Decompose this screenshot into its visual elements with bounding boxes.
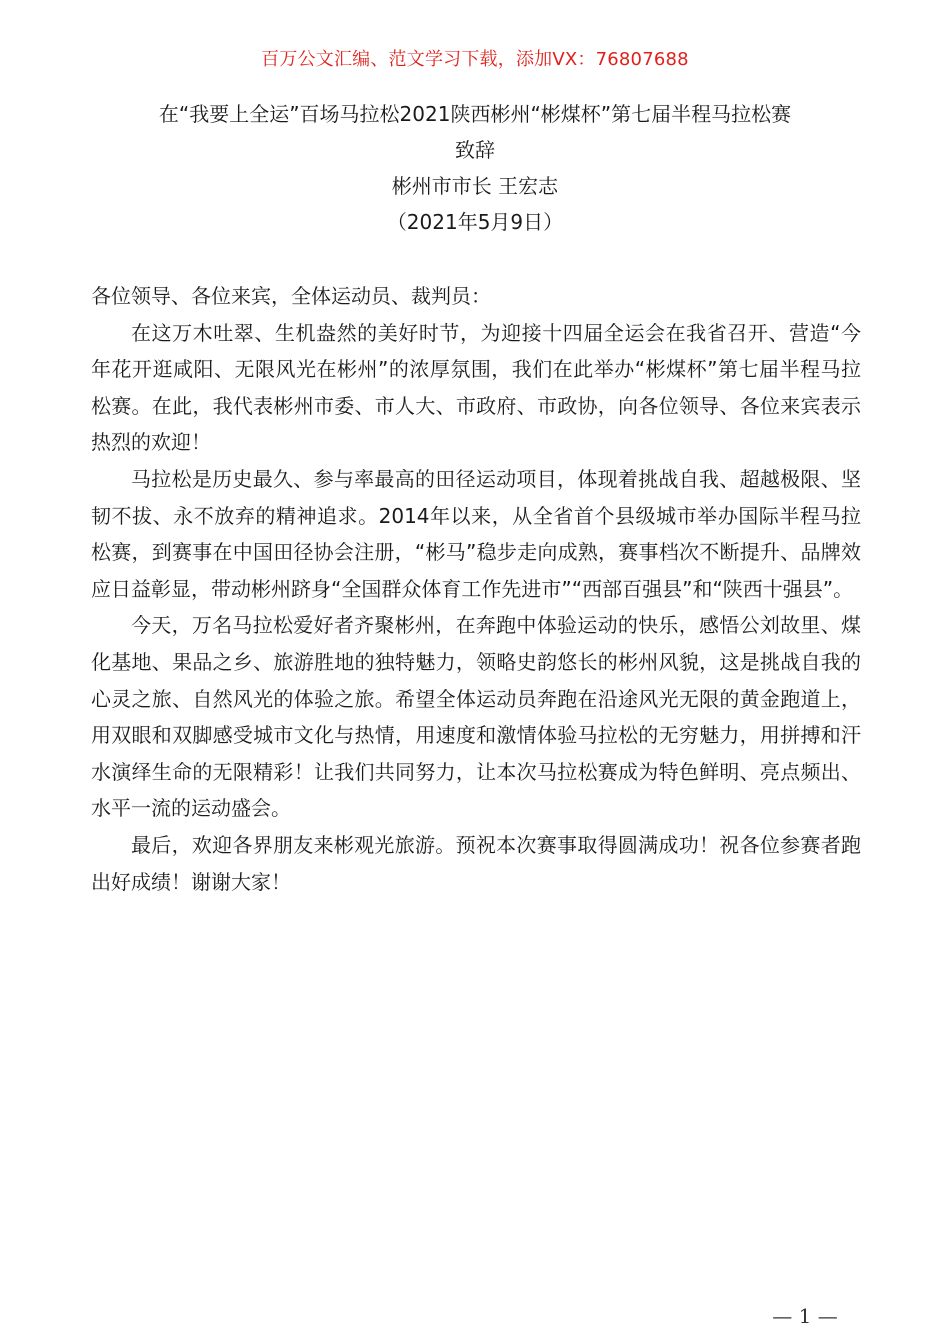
watermark-banner: 百万公文汇编、范文学习下载，添加VX：76807688 xyxy=(261,49,689,70)
paragraph-3: 今天，万名马拉松爱好者齐聚彬州，在奔跑中体验运动的快乐，感悟公刘故里、煤化基地、果品之乡、旅游胜地的独特魅力，领略史韵悠长的彬州风貌，这是挑战自我的心灵之旅、自然风光的体验之旅。希望全体运动员奔跑在沿途风光无限的黄金跑道上，用双眼和双脚感受城市文化与热情，用速度和激情体验马拉松的无穷魅力，用拼搏和汗水演绎生命的无限精彩！让我们共同努力，让本次马拉松赛成为特色鲜明、亮点频出、水平一流的运动盛会。 xyxy=(91,613,861,821)
byline xyxy=(0,168,950,240)
date-line: （2021年5月9日） xyxy=(386,210,564,234)
document-title xyxy=(80,96,870,168)
author-line: 彬州市市长 王宏志 xyxy=(391,174,559,198)
paragraph-4: 最后，欢迎各界朋友来彬观光旅游。预祝本次赛事取得圆满成功！祝各位参赛者跑出好成绩！谢谢大家！ xyxy=(91,832,861,894)
paragraph-2: 马拉松是历史最久、参与率最高的田径运动项目，体现着挑战自我、超越极限、坚韧不拔、永不放弃的精神追求。2014年以来，从全省首个县级城市举办国际半程马拉松赛，到赛事在中国田径协会注册，“彬马”稳步走向成熟，赛事档次不断提升、品牌效应日益彰显，带动彬州跻身“全国群众体育工作先进市”“西部百强县”和“陕西十强县”。 xyxy=(91,466,861,601)
paragraph-1: 在这万木吐翠、生机盎然的美好时节，为迎接十四届全运会在我省召开、营造“今年花开逛咸阳、无限风光在彬州”的浓厚氛围，我们在此举办“彬煤杯”第七届半程马拉松赛。在此，我代表彬州市委、市人大、市政府、市政协，向各位领导、各位来宾表示热烈的欢迎！ xyxy=(91,320,861,455)
title-line-2: 致辞 xyxy=(455,138,495,162)
title-line-1: 在“我要上全运”百场马拉松2021陕西彬州“彬煤杯”第七届半程马拉松赛 xyxy=(158,102,792,126)
page-number: — 1 — xyxy=(772,1304,838,1328)
salutation: 各位领导、各位来宾，全体运动员、裁判员： xyxy=(91,284,491,308)
speech-body xyxy=(91,278,861,900)
